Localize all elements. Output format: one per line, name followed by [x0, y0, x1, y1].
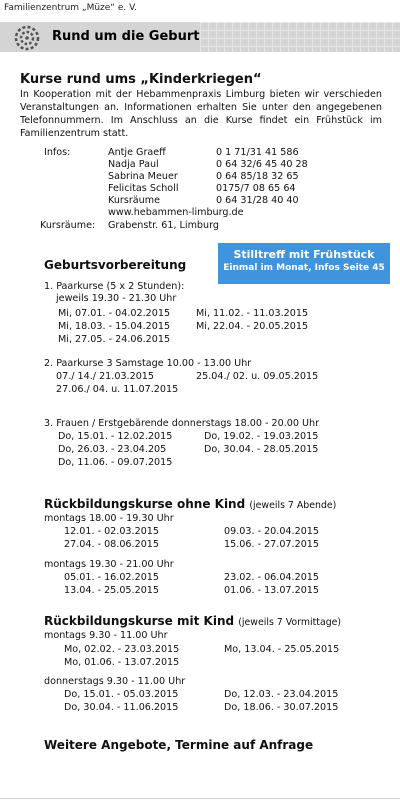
rooms-label: Kursräume: [40, 220, 96, 231]
course-date: Do, 15.01. - 05.03.2015 [64, 689, 179, 700]
course-title: 1. Paarkurse (5 x 2 Stunden): [44, 281, 185, 292]
course-date: Mi, 27.05. - 24.06.2015 [58, 334, 171, 345]
course-date: 15.06. - 27.07.2015 [224, 539, 320, 550]
section-banner [0, 22, 400, 52]
section-title: Rund um die Geburt [52, 29, 200, 44]
contact-phone: 0 64 85/18 32 65 [216, 171, 299, 182]
course-date: 27.04. - 08.06.2015 [64, 539, 160, 550]
course-time: montags 9.30 - 11.00 Uhr [44, 630, 168, 641]
rueck-ohne-note: (jeweils 7 Abende) [249, 500, 337, 511]
course-date: Do, 30.04. - 11.06.2015 [64, 702, 179, 713]
rueck-mit-title: Rückbildungskurse mit Kind [44, 614, 235, 628]
course-time: montags 18.00 - 19.30 Uhr [44, 513, 174, 524]
intro-heading: Kurse rund ums „Kinderkriegen“ [20, 72, 262, 87]
contact-phone: 0 64 31/28 40 40 [216, 195, 299, 206]
rueck-ohne-heading [44, 497, 336, 511]
geburt-heading: Geburtsvorbereitung [44, 258, 187, 272]
contact-name: Antje Graeff [108, 147, 166, 158]
contact-name: Sabrina Meuer [108, 171, 178, 182]
course-date: Mi, 18.03. - 15.04.2015 [58, 321, 171, 332]
course-title: 3. Frauen / Erstgebärende donnerstags 18.00 - 20.00 Uhr [44, 418, 320, 429]
course-date: 13.04. - 25.05.2015 [64, 585, 160, 596]
stilltreff-callout [218, 243, 390, 284]
contact-name: Nadja Paul [108, 159, 159, 170]
footer-note: Weitere Angebote, Termine auf Anfrage [44, 738, 314, 752]
course-date: Do, 12.03. - 23.04.2015 [224, 689, 339, 700]
course-date: Mo, 02.02. - 23.03.2015 [64, 644, 180, 655]
spiral-logo-icon [14, 25, 40, 51]
contact-phone: 0 1 71/31 41 586 [216, 147, 299, 158]
course-date: 27.06./ 04. u. 11.07.2015 [56, 384, 179, 395]
course-date: Mi, 11.02. - 11.03.2015 [196, 308, 309, 319]
rueck-ohne-title: Rückbildungskurse ohne Kind [44, 497, 246, 511]
org-name: Familienzentrum „Müze“ e. V. [4, 3, 137, 13]
course-date: 25.04./ 02. u. 09.05.2015 [196, 371, 319, 382]
course-date: Mi, 07.01. - 04.02.2015 [58, 308, 171, 319]
course-date: Do, 26.03. - 23.04.205 [58, 444, 167, 455]
website-link[interactable]: www.hebammen-limburg.de [108, 207, 244, 218]
rueck-mit-note: (jeweils 7 Vormittage) [238, 617, 342, 628]
infos-label: Infos: [44, 147, 71, 158]
bottom-divider [0, 798, 400, 799]
stilltreff-title: Stilltreff mit Frühstück [233, 248, 375, 261]
course-date: 01.06. - 13.07.2015 [224, 585, 320, 596]
contact-phone: 0 64 32/6 45 40 28 [216, 159, 308, 170]
rueck-mit-heading [44, 614, 341, 628]
contact-name: Kursräume [108, 195, 160, 206]
course-date: 12.01. - 02.03.2015 [64, 526, 160, 537]
course-time: jeweils 19.30 - 21.30 Uhr [56, 293, 177, 304]
course-date: Do, 11.06. - 09.07.2015 [58, 457, 173, 468]
intro-text: In Kooperation mit der Hebammenpraxis Limburg bieten wir verschieden Veranstaltungen an. Informationen erhalten Sie unter den angegebenen Telefonnummern. Im Anschluss an die Kurse findet ein Frühstück im Familienzentrum statt. [20, 89, 382, 139]
contact-phone: 0175/7 08 65 64 [216, 183, 296, 194]
course-date: 23.02. - 06.04.2015 [224, 572, 320, 583]
stilltreff-subtitle: Einmal im Monat, Infos Seite 45 [223, 263, 385, 273]
course-date: Do, 30.04. - 28.05.2015 [204, 444, 319, 455]
course-date: 07./ 14./ 21.03.2015 [56, 371, 155, 382]
banner-pattern [200, 22, 400, 52]
course-date: Do, 18.06. - 30.07.2015 [224, 702, 339, 713]
rooms-address: Grabenstr. 61, Limburg [108, 220, 219, 231]
course-title: 2. Paarkurse 3 Samstage 10.00 - 13.00 Uhr [44, 358, 252, 369]
course-time: donnerstags 9.30 - 11.00 Uhr [44, 676, 186, 687]
course-date: Mo, 13.04. - 25.05.2015 [224, 644, 340, 655]
course-date: Do, 19.02. - 19.03.2015 [204, 431, 319, 442]
course-time: montags 19.30 - 21.00 Uhr [44, 559, 174, 570]
course-date: Mo, 01.06. - 13.07.2015 [64, 657, 180, 668]
course-date: 09.03. - 20.04.2015 [224, 526, 320, 537]
contact-name: Felicitas Scholl [108, 183, 179, 194]
course-date: Mi, 22.04. - 20.05.2015 [196, 321, 309, 332]
course-date: 05.01. - 16.02.2015 [64, 572, 160, 583]
course-date: Do, 15.01. - 12.02.2015 [58, 431, 173, 442]
